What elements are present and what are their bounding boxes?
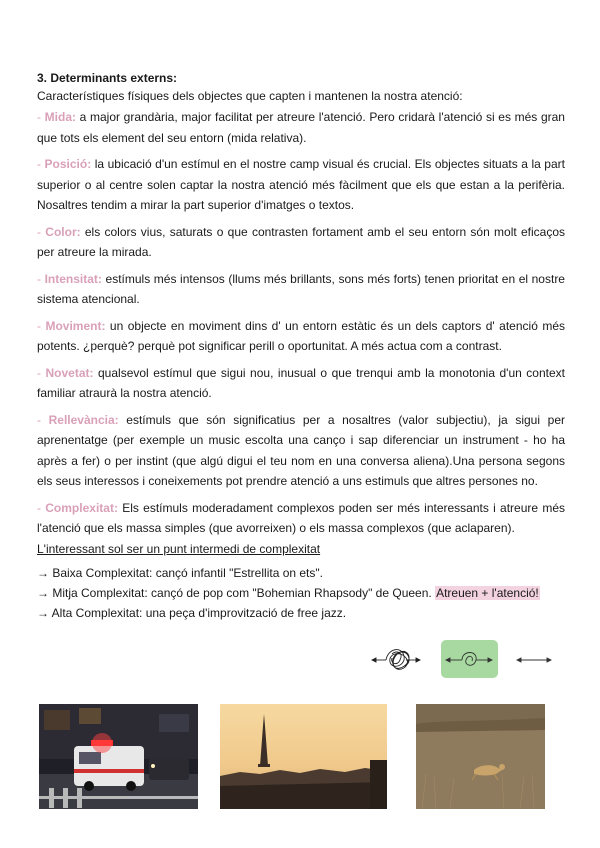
item-mida: - Mida: a major grandària, major facilitat per atreure l'atenció. Pero cridarà l'atenció si es més gran que tots els element del seu entorn (mida relativa). <box>37 110 565 145</box>
low-complexity-line-icon <box>517 658 551 662</box>
mid-complexity-curl-icon <box>441 640 498 678</box>
keyword-color: Color: <box>45 224 81 239</box>
item-complexitat: - Complexitat: Els estímuls moderadament complexos poden ser més interessants i atreure més l'atenció que els massa simples (que avorreixen) o els massa complexos (que aclaparen). <box>37 500 565 535</box>
example-mid-complexity: → Mitja Complexitat: cançó de pop com "Bohemian Rhapsody" de Queen. Atreuen + l'atenció! <box>37 585 539 600</box>
item-novetat: - Novetat: qualsevol estímul que sigui nou, inusual o que trenqui amb la monotonia d'un context familiar atraurà la nostra atenció. <box>37 365 565 400</box>
item-color: - Color: els colors vius, saturats o que contrasten fortament amb el seu entorn són molt eficaços per atreure la mirada. <box>37 224 565 259</box>
section-intro: Característiques físiques dels objectes que capten i mantenen la nostra atenció: <box>37 89 463 103</box>
ambulance-photo <box>39 704 198 809</box>
keyword-moviment: Moviment: <box>45 318 106 333</box>
complexity-note: L'interessant sol ser un punt intermedi de complexitat <box>37 541 321 556</box>
document-body <box>37 70 565 623</box>
highlight-attention: Atreuen + l'atenció! <box>436 585 539 600</box>
eiffel-tower-photo <box>220 704 387 809</box>
high-complexity-scribble-icon <box>372 650 420 670</box>
cheetah-savanna-photo <box>416 704 545 809</box>
item-rellevancia: - Rellevància: estímuls que són significatius per a nosaltres (valor subjectiu), ja sigui per aprenentatge (per exemple un music escolta una canço i sap diferenciar un instrument - ho ha après a fer) o per instint (que algú digui el teu nom en una conversa aliena).Una persona segons els seus interessos i coneixements pot prendre atenció a uns estimuls que altres persones no. <box>37 412 565 488</box>
item-moviment: - Moviment: un objecte en moviment dins d' un entorn estàtic és un dels captors d' atenció més potents. ¿perquè? perquè pot significar perill o oportunitat. A més actua com a contrast. <box>37 318 565 353</box>
item-intensitat: - Intensitat: estímuls més intensos (llums més brillants, sons més forts) tenen prioritat en el nostre sistema atencional. <box>37 271 565 306</box>
keyword-mida: Mida: <box>44 110 76 124</box>
keyword-intensitat: Intensitat: <box>44 271 102 286</box>
keyword-novetat: Novetat: <box>45 365 94 380</box>
keyword-posicio: Posició: <box>44 157 92 171</box>
example-high-complexity: → Alta Complexitat: una peça d'improvització de free jazz. <box>37 605 347 620</box>
item-posicio: - Posició: la ubicació d'un estímul en el nostre camp visual és crucial. Els objectes situats a la part superior o al centre solen captar la nostra atenció més fàcilment que els que estan a la perifèria. Nosaltres tendim a mirar la part superior d'imatges o textos. <box>37 157 565 212</box>
keyword-complexitat: Complexitat: <box>45 500 118 515</box>
keyword-rellevancia: Rellevància: <box>48 412 119 427</box>
complexity-diagrams <box>0 640 600 680</box>
section-heading: 3. Determinants externs: <box>37 71 178 85</box>
example-low-complexity: → Baixa Complexitat: cançó infantil "Estrellita on ets". <box>37 565 323 580</box>
